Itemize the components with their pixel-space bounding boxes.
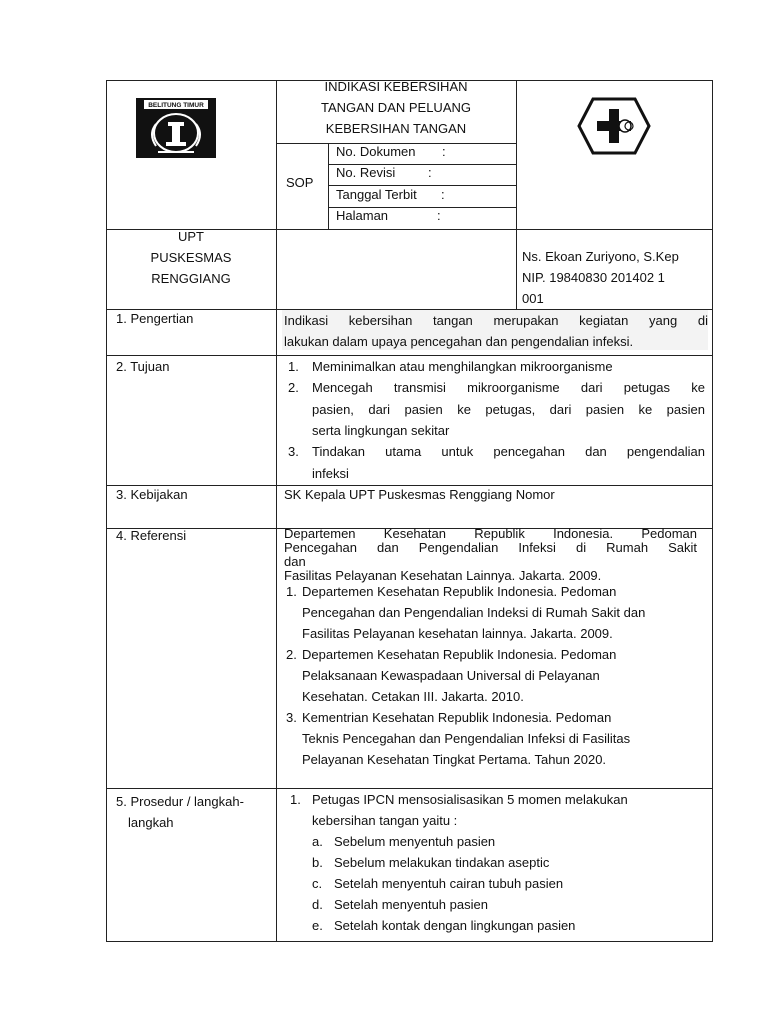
column-divider (276, 80, 277, 942)
signer-nip-cont: 001 (522, 291, 544, 306)
sub-letter: c. (312, 876, 323, 891)
list-item: Departemen Kesehatan Republik Indonesia. Pedoman (302, 647, 617, 662)
list-item-cont: Kesehatan. Cetakan III. Jakarta. 2010. (302, 689, 524, 704)
list-item: Tindakan utama untuk pencegahan dan pengendalian (312, 444, 705, 459)
list-item-cont: kebersihan tangan yaitu : (312, 813, 458, 828)
sub-item: Sebelum melakukan tindakan aseptic (334, 855, 550, 870)
regency-emblem-logo (134, 96, 218, 160)
pengertian-text-block (282, 310, 708, 350)
list-item: Petugas IPCN mensosialisasikan 5 momen melakukan (312, 792, 628, 807)
pengertian-line: Indikasi kebersihan tangan merupakan kegiatan yang di (284, 313, 708, 328)
section-label-referensi: 4. Referensi (116, 528, 187, 543)
org-line: PUSKESMAS (150, 250, 232, 265)
emblem-icon (134, 96, 218, 160)
prosedur-label-line: langkah (128, 815, 174, 830)
list-item: Mencegah transmisi mikroorganisme dari petugas ke (312, 380, 705, 395)
section-label-kebijakan: 3. Kebijakan (116, 487, 188, 502)
meta-column-divider (328, 143, 329, 229)
list-item-cont: Pelayanan Kesehatan Tingkat Pertama. Tahun 2020. (302, 752, 607, 767)
list-item: Kementrian Kesehatan Republik Indonesia. Pedoman (302, 710, 612, 725)
list-number: 3. (288, 444, 299, 459)
sub-item: Setelah kontak dengan lingkungan pasien (334, 918, 576, 933)
list-item-cont: infeksi (312, 466, 349, 481)
meta-label: Tanggal Terbit (336, 187, 417, 202)
health-cross-icon (577, 97, 651, 155)
meta-label: No. Dokumen (336, 144, 416, 159)
meta-separator: : (428, 165, 432, 180)
list-item-cont: Pencegahan dan Pengendalian Indeksi di Rumah Sakit dan (302, 605, 646, 620)
svg-text:BELITUNG TIMUR: BELITUNG TIMUR (148, 102, 204, 109)
row-line (106, 355, 713, 356)
meta-separator: : (441, 187, 445, 202)
table-border-right (712, 80, 713, 942)
signer-name: Ns. Ekoan Zuriyono, S.Kep (522, 249, 679, 264)
sub-item: Setelah menyentuh cairan tubuh pasien (334, 876, 564, 891)
list-number: 2. (286, 647, 297, 662)
meta-label: Halaman (336, 208, 389, 223)
puskesmas-logo (577, 97, 651, 155)
list-number: 2. (288, 380, 299, 395)
org-line: UPT (178, 229, 204, 244)
list-item-cont: serta lingkungan sekitar (312, 423, 450, 438)
table-border-bottom (106, 941, 713, 942)
sop-label: SOP (286, 175, 314, 190)
title-line: INDIKASI KEBERSIHAN (324, 79, 468, 94)
document-title (276, 76, 516, 139)
list-item-cont: pasien, dari pasien ke petugas, dari pasien ke pasien (312, 402, 705, 417)
referensi-intro-line: dan (284, 554, 306, 569)
referensi-intro-line: Departemen Kesehatan Republik Indonesia. Pedoman (284, 526, 697, 541)
list-item-cont: Fasilitas Pelayanan kesehatan lainnya. Jakarta. 2009. (302, 626, 613, 641)
section-label-tujuan: 2. Tujuan (116, 359, 170, 374)
sub-item: Sebelum menyentuh pasien (334, 834, 496, 849)
sub-item: Setelah menyentuh pasien (334, 897, 488, 912)
organization-name (106, 226, 276, 289)
list-number: 1. (288, 359, 299, 374)
sub-letter: a. (312, 834, 323, 849)
row-line (106, 788, 713, 789)
referensi-intro-line: Fasilitas Pelayanan Kesehatan Lainnya. Jakarta. 2009. (284, 568, 602, 583)
meta-label: No. Revisi (336, 165, 396, 180)
list-item: Meminimalkan atau menghilangkan mikroorganisme (312, 359, 613, 374)
meta-separator: : (442, 144, 446, 159)
sub-letter: e. (312, 918, 323, 933)
title-line: KEBERSIHAN TANGAN (325, 121, 467, 136)
table-border-left (106, 80, 107, 942)
signer-block (522, 246, 679, 309)
sub-letter: d. (312, 897, 323, 912)
section-label-prosedur (116, 791, 244, 833)
org-line: RENGGIANG (151, 271, 231, 286)
section-label-pengertian: 1. Pengertian (116, 311, 194, 326)
list-number: 1. (286, 584, 297, 599)
meta-separator: : (437, 208, 441, 223)
signer-nip: NIP. 19840830 201402 1 (522, 270, 665, 285)
prosedur-label-line: 5. Prosedur / langkah- (116, 794, 244, 809)
list-item-cont: Teknis Pencegahan dan Pengendalian Infeksi di Fasilitas (302, 731, 631, 746)
referensi-intro-line: Pencegahan dan Pengendalian Infeksi di Rumah Sakit (284, 540, 697, 555)
list-number: 3. (286, 710, 297, 725)
pengertian-line: lakukan dalam upaya pencegahan dan pengendalian infeksi. (284, 334, 634, 349)
kebijakan-text: SK Kepala UPT Puskesmas Renggiang Nomor (284, 487, 555, 502)
list-item: Departemen Kesehatan Republik Indonesia. Pedoman (302, 584, 617, 599)
title-line: TANGAN DAN PELUANG (320, 100, 471, 115)
list-number: 1. (290, 792, 301, 807)
list-item-cont: Pelaksanaan Kewaspadaan Universal di Pelayanan (302, 668, 600, 683)
header-column-divider (516, 80, 517, 309)
sub-letter: b. (312, 855, 323, 870)
